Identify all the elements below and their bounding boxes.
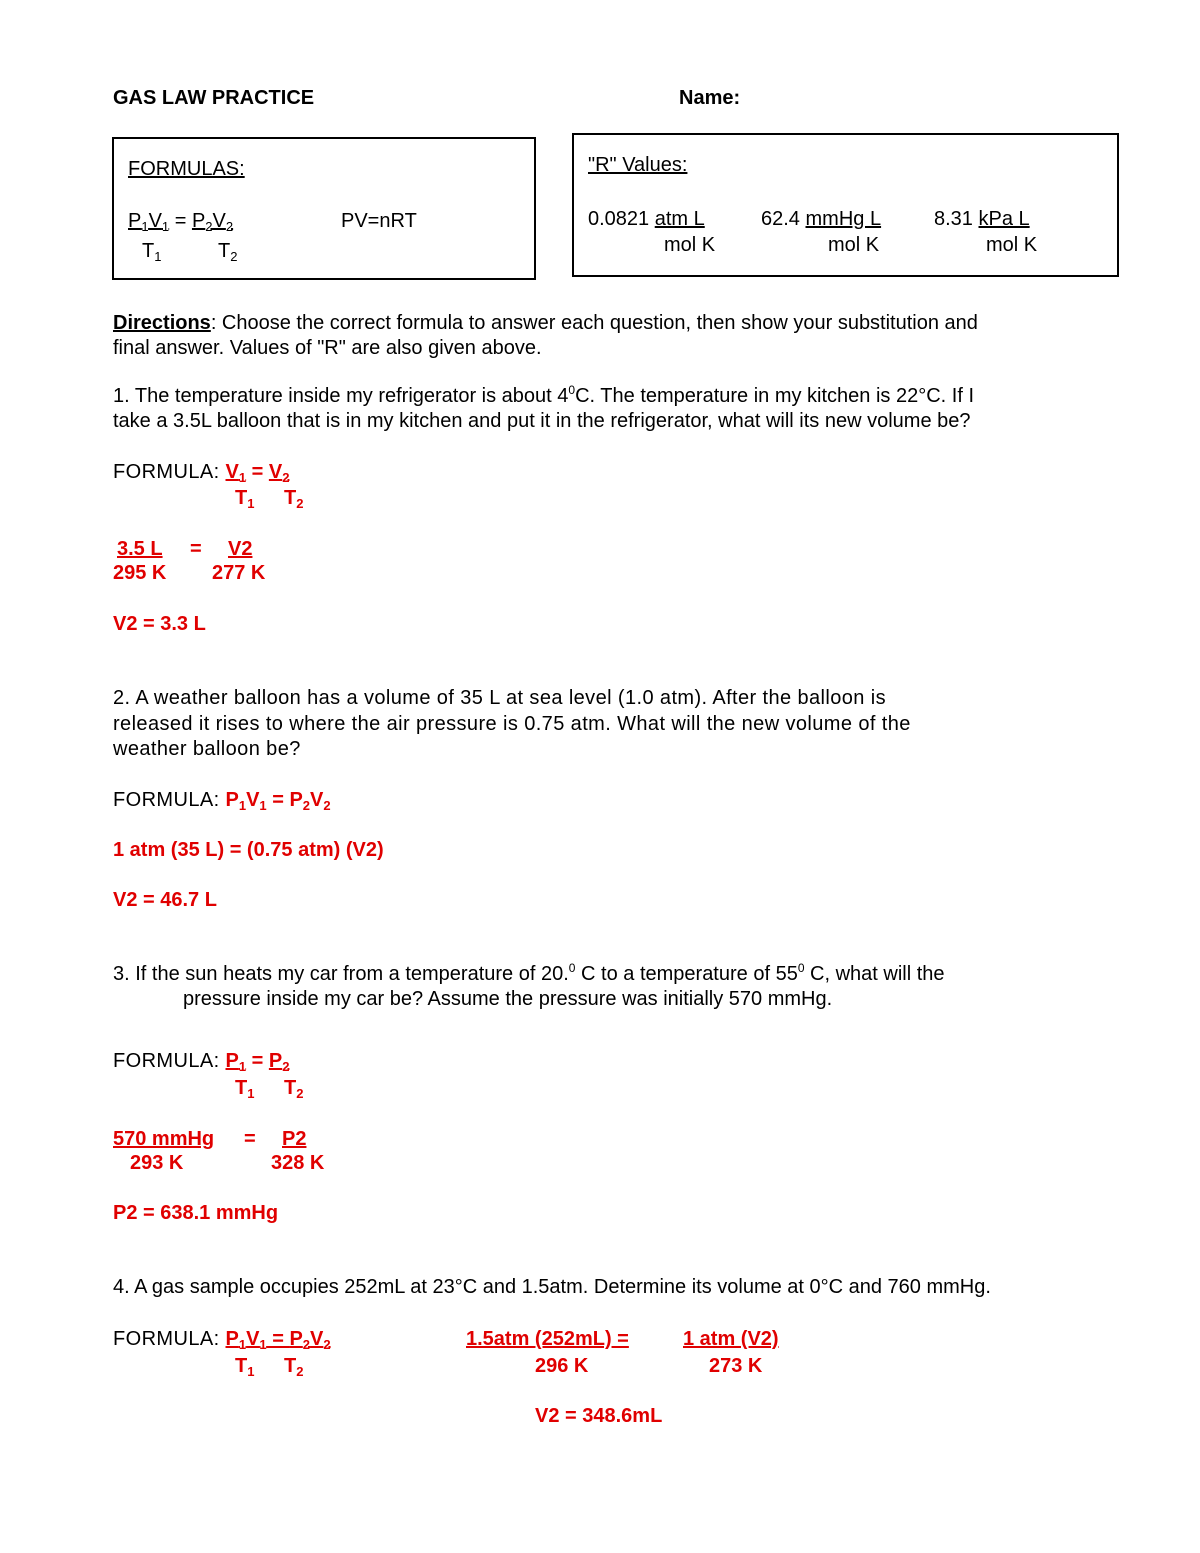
q3-sub-den-right: 328 K [271, 1152, 325, 1174]
r-value-atm-denominator: mol K [664, 234, 716, 256]
q2-substitution: 1 atm (35 L) = (0.75 atm) (V2) [113, 839, 384, 861]
directions-label: Directions [113, 312, 211, 334]
directions: Directions: Choose the correct formula to answer each question, then show your substitution and final answer. Values of "R" are also given above. [113, 312, 978, 359]
formulas-box [112, 137, 536, 280]
question-4: 4. A gas sample occupies 252mL at 23°C and 1.5atm. Determine its volume at 0°C and 760 mmHg. [113, 1276, 991, 1298]
q1-sub-num-left: 3.5 L [117, 538, 163, 560]
q3-formula-t1: $T_1$ [235, 1077, 255, 1101]
q3-sub-equals: = [244, 1128, 256, 1150]
q3-sub-num-left: 570 mmHg [113, 1128, 215, 1150]
q3-sub-num-right: P2 [282, 1128, 307, 1150]
q1-answer: V2 = 3.3 L [113, 613, 206, 635]
q1-sub-den-right: 277 K [212, 562, 266, 584]
q4-formula-t2: $T_2$ [284, 1355, 304, 1379]
q4-sub-den-left: 296 K [535, 1355, 589, 1377]
q4-sub-num-left: 1.5atm (252mL) = [466, 1328, 629, 1350]
question-2: 2. A weather balloon has a volume of 35 L at sea level (1.0 atm). After the balloon is released it rises to where the air pressure is 0.75 atm. What will the new volume of the weather balloon be? [113, 687, 911, 760]
r-value-mmhg-denominator: mol K [828, 234, 880, 256]
q1-formula-t2: $T_2$ [284, 487, 304, 511]
q1-formula-t1: $T_1$ [235, 487, 255, 511]
q1-sub-equals: = [190, 538, 202, 560]
q2-answer: V2 = 46.7 L [113, 889, 217, 911]
combined-gas-law-t2: $T_2$ [218, 240, 238, 264]
r-value-atm: 0.0821 atm L [588, 208, 705, 230]
question-1: 1. The temperature inside my refrigerator is about $4^0C$. The temperature in my kitchen is 22°C. If I take a 3.5L balloon that is in my kitchen and put it in the refrigerator, what will its new volume be? [113, 383, 975, 432]
q1-sub-den-left: 295 K [113, 562, 167, 584]
q3-sub-den-left: 293 K [130, 1152, 184, 1174]
name-label: Name: [679, 87, 741, 109]
ideal-gas-law: PV=nRT [341, 210, 417, 232]
r-value-mmhg: 62.4 mmHg L [761, 208, 882, 230]
r-value-kpa: 8.31 kPa L [934, 208, 1030, 230]
q4-answer: V2 = 348.6mL [535, 1405, 663, 1427]
q4-sub-den-right: 273 K [709, 1355, 763, 1377]
q1-formula: FORMULA: $V_1 = V_2$ [113, 461, 290, 485]
combined-gas-law-t1: $T_1$ [142, 240, 162, 264]
q3-answer: P2 = 638.1 mmHg [113, 1202, 279, 1224]
r-values-heading: "R" Values: [588, 154, 688, 176]
q4-sub-num-right: 1 atm (V2) [683, 1328, 779, 1350]
q3-formula: FORMULA: $P_1 = P_2$ [113, 1050, 290, 1074]
question-3-line-1: 3. If the sun heats my car from a temperature of 20.$^0$ C to a temperature of $55^0$ C, what will the [113, 961, 945, 985]
q2-formula: FORMULA: $P_1V_1 = P_2V_2$ [113, 789, 331, 813]
r-values-box [572, 133, 1119, 277]
q3-formula-t2: $T_2$ [284, 1077, 304, 1101]
r-value-kpa-denominator: mol K [986, 234, 1038, 256]
worksheet-title: GAS LAW PRACTICE [113, 87, 315, 109]
q4-formula: FORMULA: $P_1V_1 = P_2V_2$ [113, 1328, 331, 1352]
q4-formula-t1: $T_1$ [235, 1355, 255, 1379]
q1-sub-num-right: V2 [228, 538, 253, 560]
combined-gas-law-numerator: $P_1V_1 = P_2V_2$ [128, 210, 234, 234]
formulas-heading: FORMULAS: [128, 158, 245, 180]
question-3-line-2: pressure inside my car be? Assume the pressure was initially 570 mmHg. [183, 988, 833, 1010]
